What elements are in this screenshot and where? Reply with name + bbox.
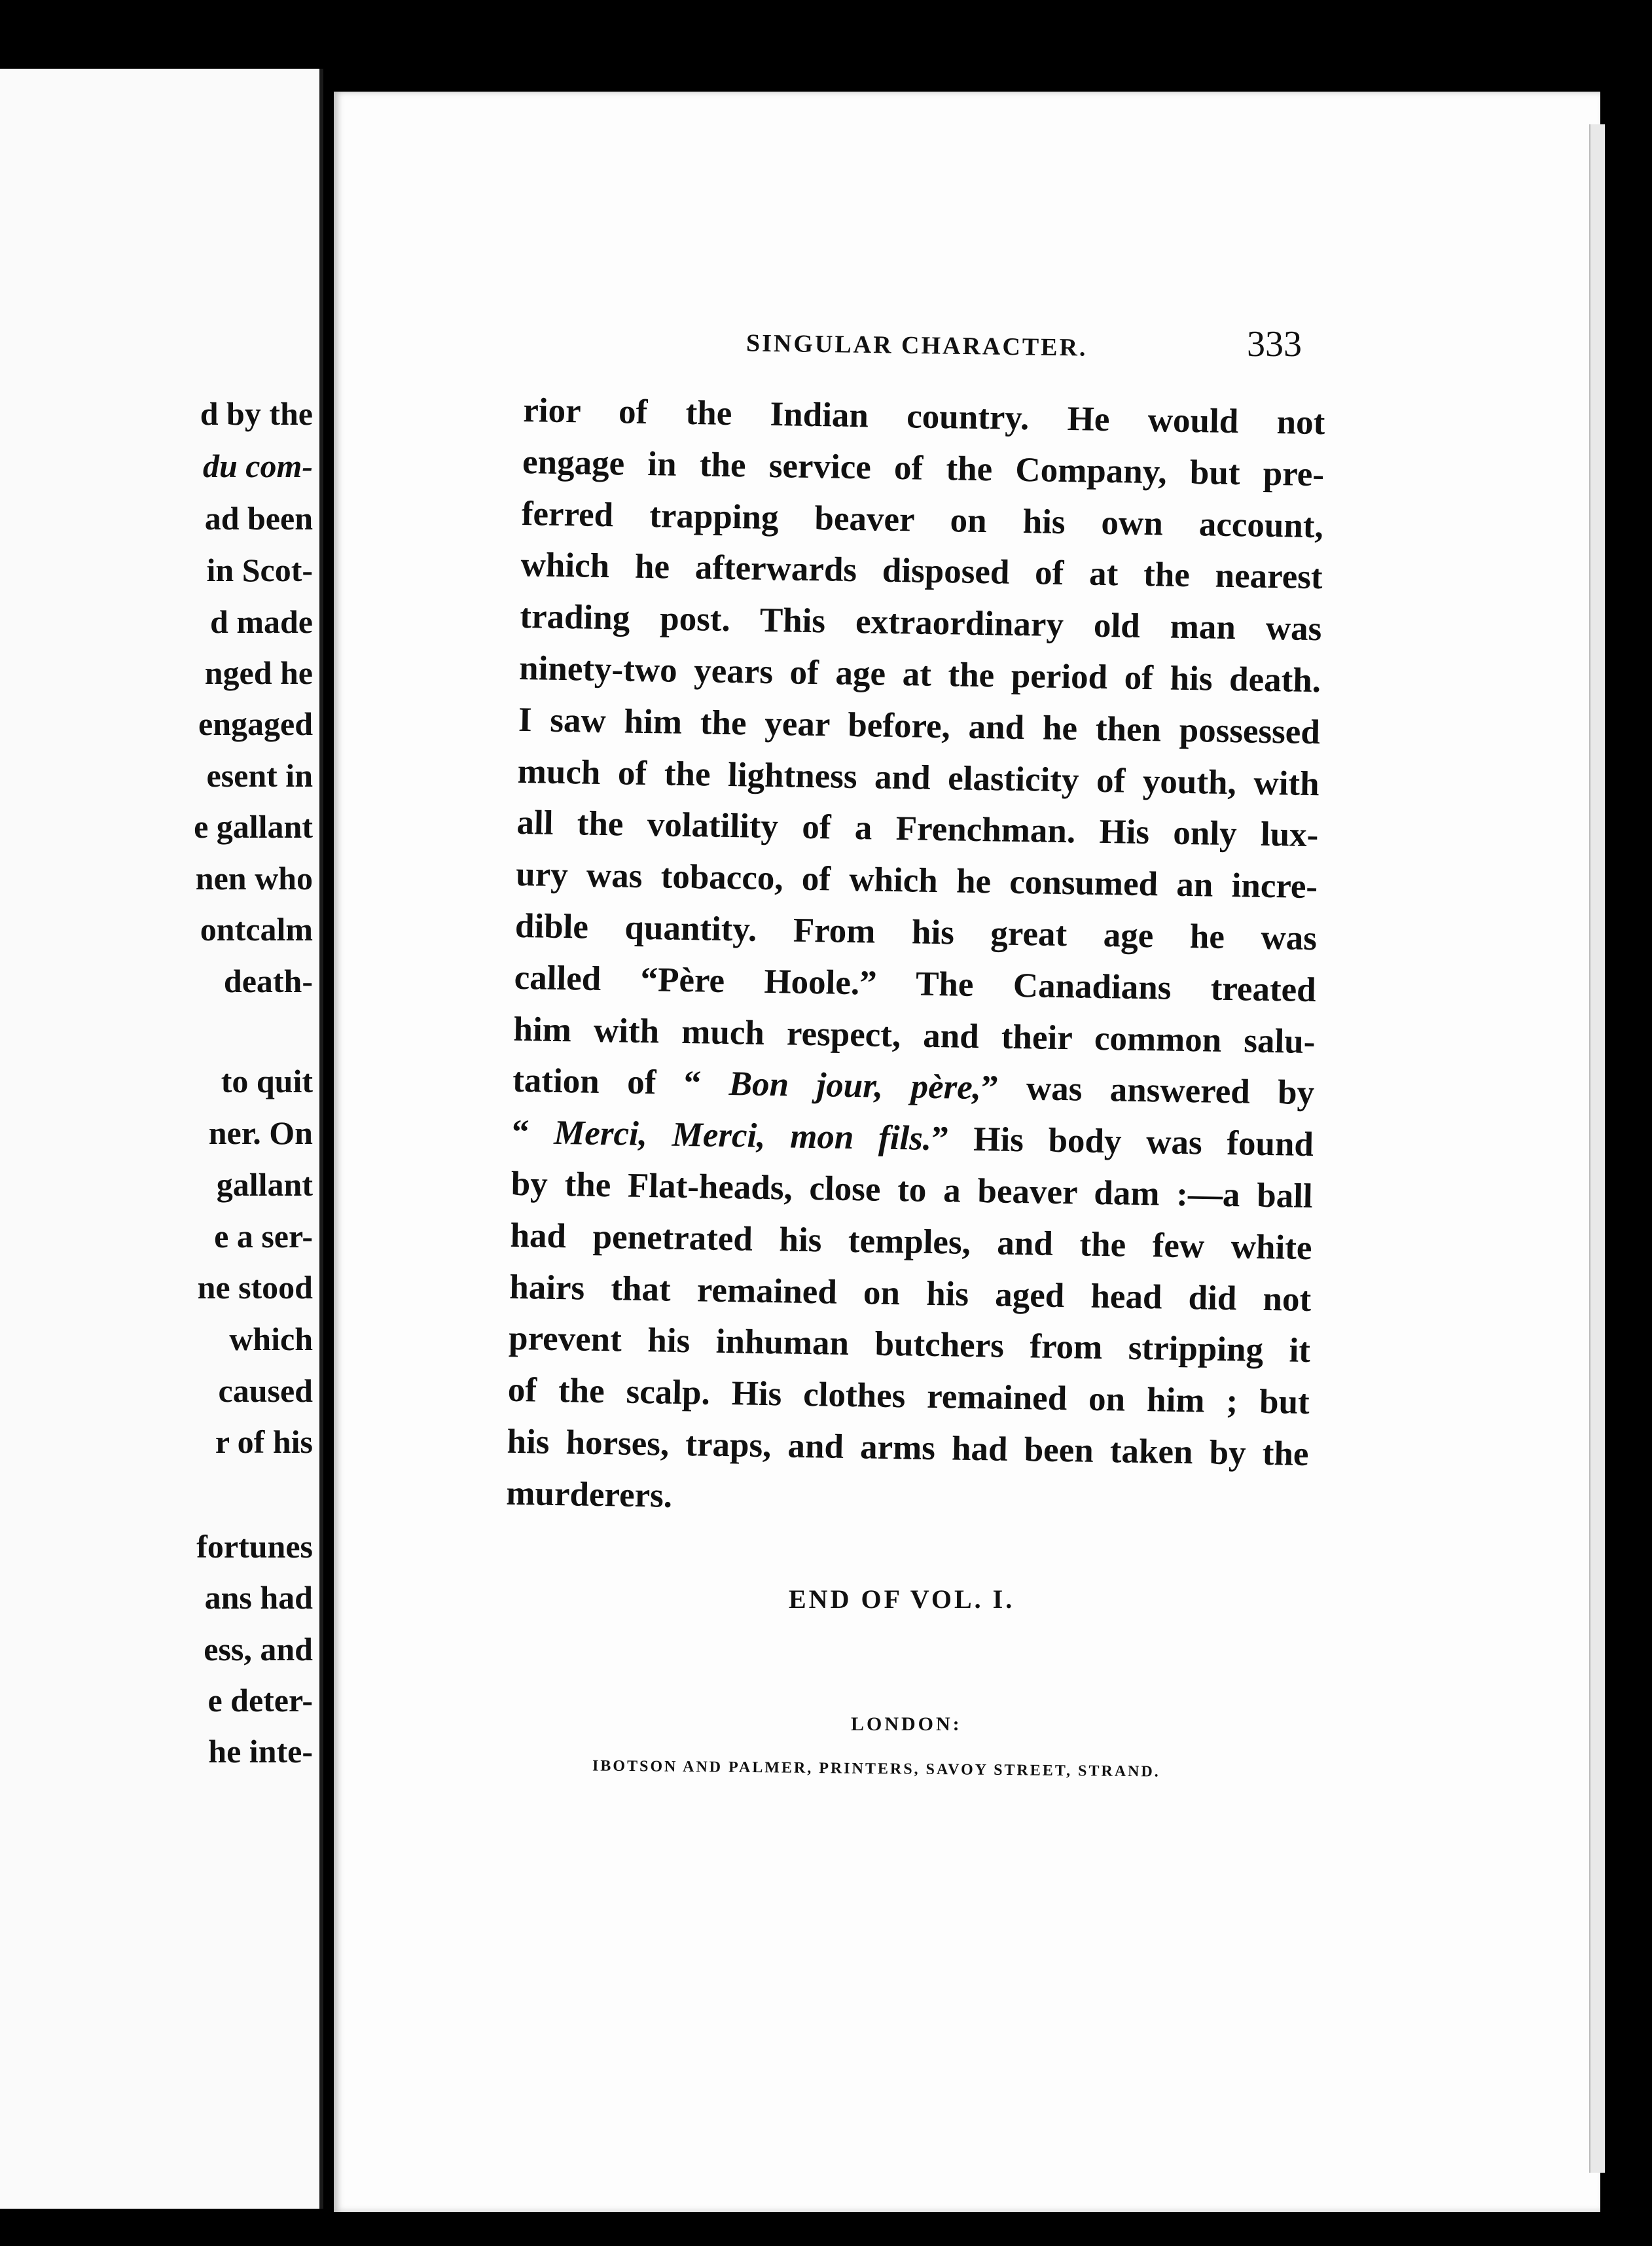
italic-phrase: Bon jour, père, [728, 1065, 982, 1107]
text-line: of the scalp. His clothes remained on him ; but [507, 1370, 1310, 1422]
page-edge [1589, 124, 1605, 2173]
left-line: r of his [215, 1423, 313, 1460]
text-line: by the Flat-heads, close to a beaver dam :—a ball [511, 1164, 1314, 1216]
left-line: he inte- [208, 1733, 313, 1770]
italic-phrase: Merci, Merci, mon fils. [553, 1114, 932, 1158]
colophon-printer: IBOTSON AND PALMER, PRINTERS, SAVOY STREET, STRAND. [592, 1757, 1160, 1781]
colophon-city: LONDON: [851, 1713, 962, 1735]
left-line: engaged [198, 705, 313, 742]
text-line: ninety-two years of age at the period of his death. [518, 649, 1321, 700]
text-line: I saw him the year before, and he then possessed [518, 700, 1321, 751]
text-line: ferred trapping beaver on his own account, [521, 494, 1324, 545]
left-line: ontcalm [200, 911, 313, 948]
left-line: to quit [221, 1063, 313, 1099]
text-fragment: tation of “ [512, 1061, 730, 1103]
left-line: du com- [202, 448, 313, 484]
end-of-volume-mark: END OF VOL. I. [789, 1584, 1015, 1614]
text-line: prevent his inhuman butchers from stripping it [508, 1319, 1311, 1370]
left-line: ans had [204, 1579, 313, 1616]
left-line: d made [210, 603, 313, 640]
left-line: which [229, 1321, 313, 1357]
left-line: death- [223, 963, 313, 999]
left-line: ne stood [197, 1269, 313, 1306]
text-line: much of the lightness and elasticity of youth, with [517, 752, 1320, 803]
left-line: e a ser- [214, 1218, 313, 1255]
text-line: rior of the Indian country. He would not [522, 391, 1325, 442]
running-head: SINGULAR CHARACTER. [745, 329, 1088, 362]
text-line: him with much respect, and their common salu- [513, 1010, 1316, 1061]
left-line: e deter- [207, 1682, 313, 1719]
left-line: nged he [204, 654, 313, 691]
left-line: esent in [206, 757, 313, 794]
left-page [0, 69, 323, 2209]
left-line: in Scot- [206, 552, 313, 588]
left-line: e gallant [194, 808, 313, 845]
page-number: 333 [1247, 324, 1302, 365]
left-line: ess, and [204, 1631, 313, 1667]
text-fragment: ” was answered by [980, 1069, 1315, 1113]
left-line: gallant [216, 1166, 313, 1203]
text-line: had penetrated his temples, and the few white [510, 1216, 1312, 1267]
left-line: d by the [200, 395, 313, 432]
text-fragment: ” His body was found [931, 1120, 1314, 1164]
text-line: engage in the service of the Company, but pre- [522, 442, 1325, 494]
left-line: nen who [195, 860, 313, 897]
left-line: ad been [204, 500, 313, 537]
left-line: caused [218, 1372, 313, 1409]
text-line: called “Père Hoole.” The Canadians treated [514, 958, 1317, 1009]
text-line: murderers. [505, 1474, 673, 1515]
text-line: all the volatility of a Frenchman. His only lux- [516, 804, 1319, 855]
text-line: his horses, traps, and arms had been taken by the [507, 1422, 1309, 1473]
text-line: trading post. This extraordinary old man was [519, 597, 1322, 649]
left-line: ner. On [208, 1114, 313, 1151]
text-line: ury was tobacco, of which he consumed an incre- [515, 855, 1318, 906]
text-line: hairs that remained on his aged head did not [509, 1268, 1312, 1319]
left-line: fortunes [196, 1528, 313, 1565]
text-fragment: “ [511, 1113, 554, 1152]
text-line: which he afterwards disposed of at the nearest [520, 546, 1323, 597]
body-text [506, 385, 1325, 1532]
text-line: dible quantity. From his great age he was [514, 906, 1318, 958]
